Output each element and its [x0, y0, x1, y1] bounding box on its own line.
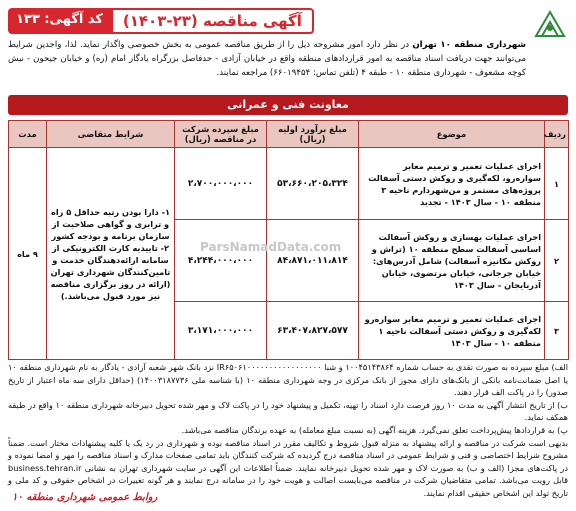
row-budget: ۵۳،۶۶۰،۲۰۵،۳۲۴ — [267, 148, 359, 220]
row-budget: ۸۴،۸۷۱،۰۱۱،۸۱۴ — [267, 220, 359, 302]
header-duration: مدت — [9, 121, 47, 148]
watermark: ParsNamadData.com — [200, 240, 342, 254]
intro-text: در نظر دارد امور مشروحه ذیل را از طریق مناقصه عمومی به بخش خصوصی واگذار نماید. لذا، واجدین شرایط می‌توانند جهت دریافت اسناد مناقصه به امور قراردادهای منطقه واقع در خیابان آزادی - حدفاصل بزرگراه یادگار امام (ره) و خیابان جیحون - نبش کوچه مشعوف - شهرداری منطقه ۱۰ - طبقه ۴ (تلفن تماس: ۶۶۰۱۹۴۵۴) مراجعه نمایند. — [8, 40, 526, 78]
note-item: ب) از تاریخ انتشار آگهی به مدت ۱۰ روز فرصت دارد اسناد را تهیه، تکمیل و پیشنهاد خود را در پاکت لاک و مهر شده تحویل دبیرخانه شهرداری منطقه ۱۰ واقع در طبقه همکف نماید. — [8, 399, 568, 423]
header-row-number: ردیف — [545, 121, 569, 148]
header-conditions: شرایط متقاضی — [47, 121, 175, 148]
row-index: ۳ — [545, 302, 569, 360]
note-item: بدیهی است شرکت در مناقصه و ارائه پیشنهاد به منزله قبول شروط و تکالیف مقرر در اسناد مناقصه بوده و شهرداری در رد یک یا کلیه پیشنهادات مختار است. ضمناً مشروح شرایط اختصاصی و فنی و شرایط عمومی در اسناد مناقصه درج گردیده که شرکت کنندگان باید تمامی صفحات مدارک و اسناد مناقصه را مهر و امضا نموده و در پاکت‌های مجزا (الف و ب) به صورت لاک و مهر شده تحویل دبیرخانه نمایند. ضمناً اطلاعات این آگهی در سایت شهرداری تهران به نشانی business.tehran.ir قابل رویت می‌باشد. تمامی متقاضیان شرکت در مناقصه می‌بایست اصالت و هویت خود را در سامانه درج نمایند و هر گونه تغییرات در اشخاص حقوقی و کد ملی و تاریخ تولد این اشخاص حقیقی اقدام نمایند. — [8, 437, 568, 498]
applicant-conditions: ۱- دارا بودن رتبه حداقل ۵ راه و ترابری و گواهی صلاحیت از سازمان برنامه و بودجه کشور ۲- تاییدیه کارت الکترونیکی از سامانه ارائه‌دهندگان خدمت و تامین‌کنندگان شهرداری تهران (ارائه در روز برگزاری مناقصه نیز مورد قبول می‌باشد.) — [47, 148, 175, 360]
public-relations-signature: روابط عمومی شهرداری منطقه ۱۰ — [12, 492, 158, 503]
tehran-municipality-logo — [530, 6, 570, 42]
ad-title: آگهی مناقصه (۲۳-۱۴۰۳) — [111, 8, 314, 34]
row-deposit: ۳،۱۷۱،۰۰۰،۰۰۰ — [175, 302, 267, 360]
row-index: ۱ — [545, 148, 569, 220]
ad-code: کد آگهی: ۱۳۳ — [8, 8, 111, 34]
row-subject: اجرای عملیات تعمیر و ترمیم معابر سواره‌رو لکه‌گیری و روکش دستی آسفالت ناحیه ۱ منطقه ۱۰ - سال ۱۴۰۳ — [359, 302, 545, 360]
header-budget: مبلغ برآورد اولیه (ریال) — [267, 121, 359, 148]
row-deposit: ۴،۲۴۴،۰۰۰،۰۰۰ — [175, 220, 267, 302]
contract-duration: ۹ ماه — [9, 148, 47, 360]
row-deposit: ۲،۷۰۰،۰۰۰،۰۰۰ — [175, 148, 267, 220]
note-item: الف) مبلغ سپرده به صورت نقدی به حساب شماره ۱۰۰۴۵۱۴۳۸۶۴ و شبا IR۶۵۰۶۱۰۰۰۰۰۰۰۰۰۰۰۰۰۰۰۰۰ نزد بانک شهر شعبه آزادی - یادگار به نام شهرداری منطقه ۱۰ یا اصل ضمانت‌نامه بانکی از بانک‌های دارای مجوز از بانک مرکزی در وجه شهرداری منطقه ۱۰ (با شناسه ملی ۱۴۰۰۳۱۸۷۷۳۶) (حداقل دارای سه ماه اعتبار از تاریخ صدور) را در پاکت الف قرار دهند. — [8, 362, 569, 398]
row-budget: ۶۳،۴۰۷،۸۲۷،۵۷۷ — [267, 302, 359, 360]
intro-paragraph — [8, 38, 526, 80]
intro-org: شهرداری منطقه ۱۰ تهران — [412, 40, 526, 50]
row-subject: اجرای عملیات بهسازی و روکش آسفالت اساسی آسفالت سطح منطقه ۱۰ (تراش و روکش مکانیزه آسفالت) شامل آدرس‌های: خیابان جرجانی، خیابان مرتضوی، خیابان آذربایجان - سال ۱۴۰۳ — [359, 220, 545, 302]
table-header-row — [9, 121, 569, 148]
header-subject: موضوع — [359, 121, 545, 148]
table-row — [9, 148, 569, 220]
header-deposit: مبلغ سپرده شرکت در مناقصه (ریال) — [175, 121, 267, 148]
row-subject: اجرای عملیات تعمیر و ترمیم معابر سواره‌رو، لکه‌گیری و روکش دستی آسفالت پروژه‌های مستمر و من‌شهردارم ناحیه ۳ منطقه ۱۰ - سال ۱۴۰۳ - تجدید — [359, 148, 545, 220]
section-title: معاونت فنی و عمرانی — [8, 95, 568, 115]
notes-section — [8, 361, 568, 500]
ad-banner — [8, 8, 314, 34]
row-index: ۲ — [545, 220, 569, 302]
note-item: پ) به قراردادها پیش‌پرداخت تعلق نمی‌گیرد. هزینه آگهی (به نسبت مبلغ معامله) به عهده برندگان مناقصه می‌باشد. — [181, 424, 568, 435]
